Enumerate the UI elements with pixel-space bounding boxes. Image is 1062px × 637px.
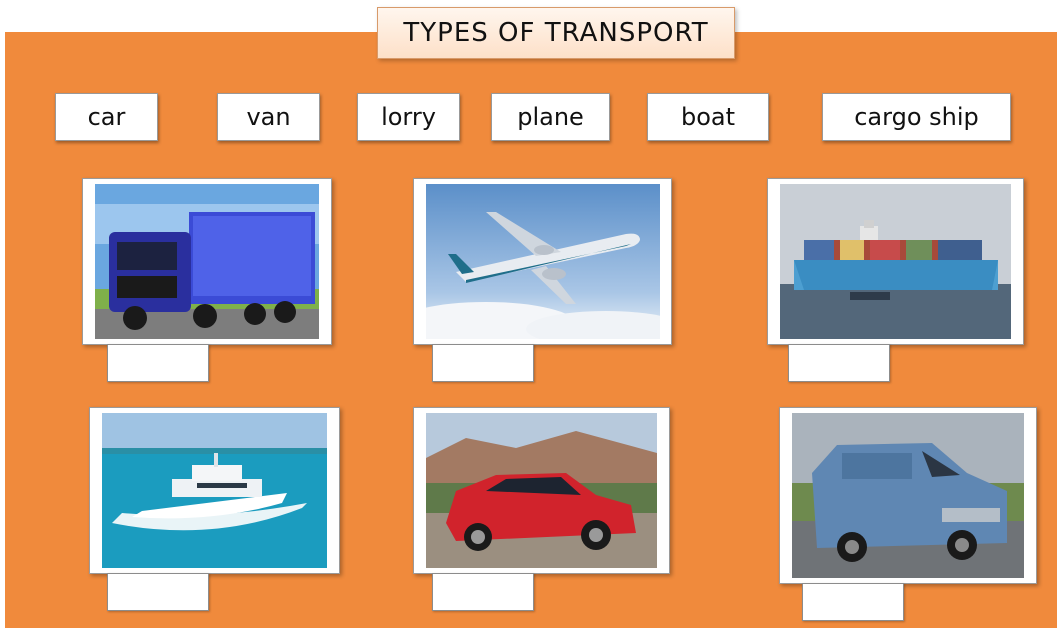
answer-box-lorry[interactable] (107, 344, 209, 382)
plane-picture (426, 184, 660, 339)
picture-card-van (779, 407, 1037, 584)
answer-box-cargo-ship[interactable] (788, 344, 890, 382)
picture-card-cargo-ship (767, 178, 1024, 345)
answer-box-car[interactable] (432, 573, 534, 611)
answer-box-plane[interactable] (432, 344, 534, 382)
picture-card-plane (413, 178, 672, 345)
van-picture (792, 413, 1024, 578)
word-card-plane[interactable]: plane (491, 93, 610, 141)
picture-card-car (413, 407, 670, 574)
car-picture (426, 413, 657, 568)
lorry-picture (95, 184, 319, 339)
picture-card-boat (89, 407, 340, 574)
word-card-cargo-ship[interactable]: cargo ship (822, 93, 1011, 141)
cargo-ship-picture (780, 184, 1011, 339)
word-card-van[interactable]: van (217, 93, 320, 141)
answer-box-boat[interactable] (107, 573, 209, 611)
worksheet-title: TYPES OF TRANSPORT (377, 7, 735, 59)
word-card-car[interactable]: car (55, 93, 158, 141)
word-card-boat[interactable]: boat (647, 93, 769, 141)
boat-picture (102, 413, 327, 568)
word-card-lorry[interactable]: lorry (357, 93, 460, 141)
answer-box-van[interactable] (802, 583, 904, 621)
picture-card-lorry (82, 178, 332, 345)
